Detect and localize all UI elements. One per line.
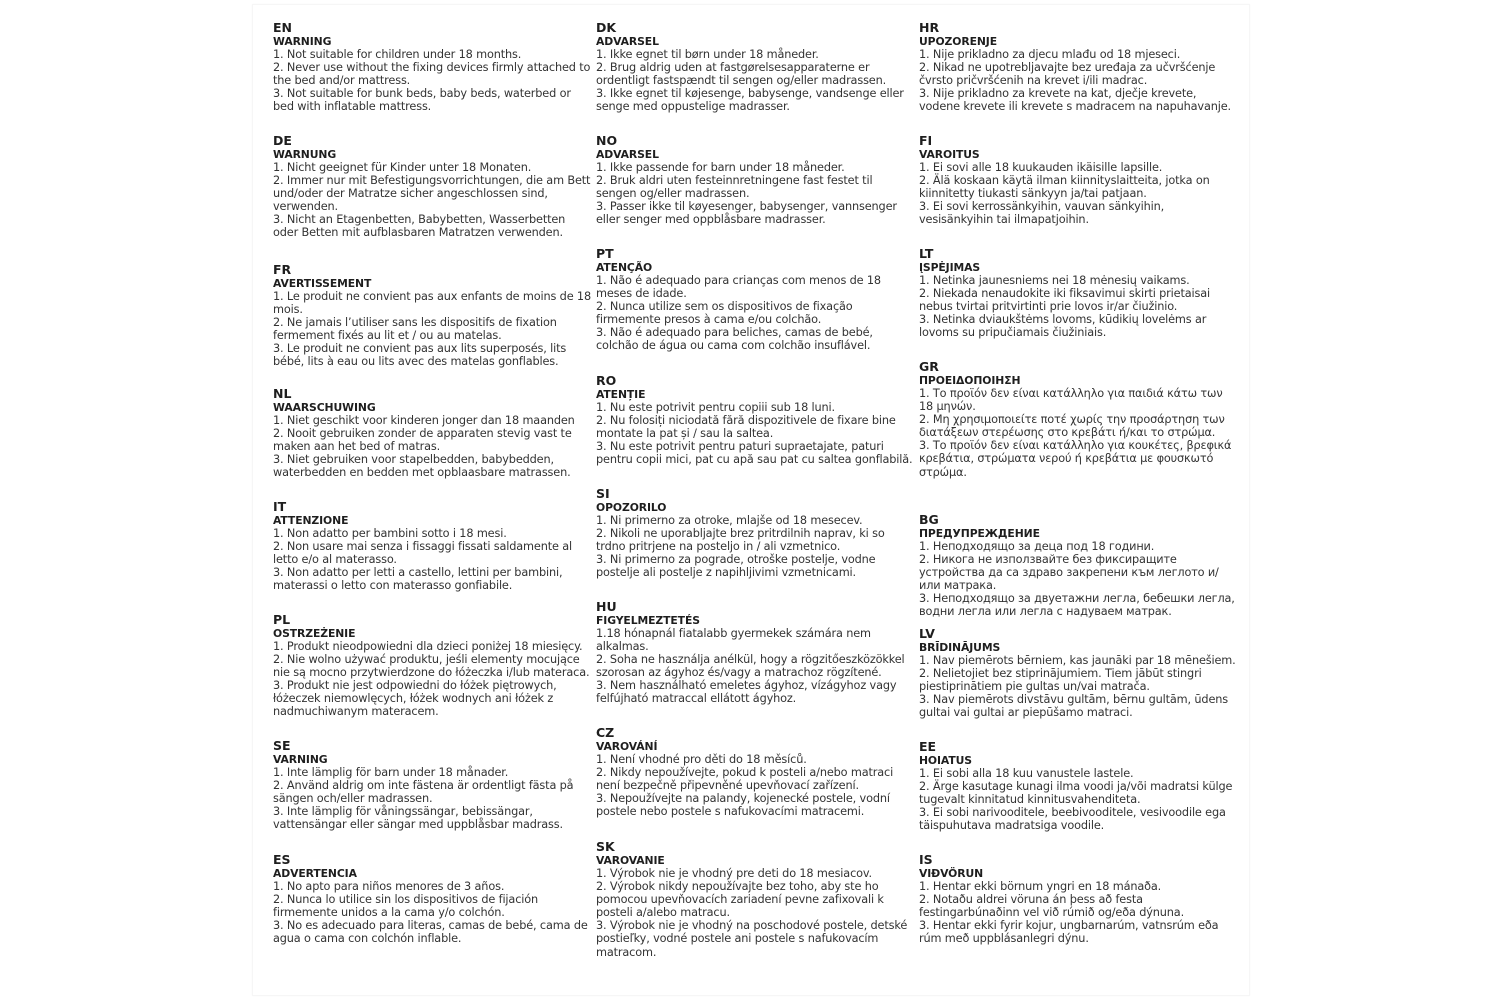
warning-item: 3. Nav piemērots divstāvu gultām, bērnu gultām, ūdens gultai vai gultai ar piepūšamo matraci. bbox=[919, 693, 1228, 720]
warning-item: 2. Никога не използвайте без фиксиращите устройства да са здраво закрепени към леглото и/или матрака. bbox=[919, 553, 1219, 593]
warning-item: 3. Ei sovi kerrossänkyihin, vauvan sänkyihin, vesisänkyihin tai ilmapatjoihin. bbox=[919, 200, 1165, 227]
language-code: LV bbox=[919, 626, 935, 641]
warning-title: BRĪDINĀJUMS bbox=[919, 641, 1001, 654]
warning-item: 1. Неподходящо за деца под 18 години. bbox=[919, 540, 1155, 553]
warning-title: ADVARSEL bbox=[596, 35, 659, 48]
warning-section-si bbox=[596, 487, 916, 579]
warning-title: WARNUNG bbox=[273, 148, 337, 161]
warning-section-it bbox=[273, 500, 593, 592]
warning-item: 2. Bruk aldri uten festeinnretningene fast festet til sengen og/eller madrassen. bbox=[596, 174, 873, 201]
warning-item: 3. No es adecuado para literas, camas de bebé, cama de agua o cama con colchón inflable. bbox=[273, 919, 588, 946]
warning-item: 1. Ei sobi alla 18 kuu vanustele lastele. bbox=[919, 767, 1134, 780]
warning-section-es bbox=[273, 853, 593, 945]
language-code: GR bbox=[919, 359, 939, 374]
warning-item: 2. Nikdy nepoužívejte, pokud k posteli a/nebo matraci není bezpečně připevněné upevňovací zařízení. bbox=[596, 766, 894, 793]
warning-item: 2. Nu folosiți niciodată fără dispozitivele de fixare bine montate la pat și / sau la saltea. bbox=[596, 414, 896, 441]
language-code: DE bbox=[273, 133, 292, 148]
warning-item: 1. Není vhodné pro děti do 18 měsíců. bbox=[596, 753, 807, 766]
warning-item: 3. Non adatto per letti a castello, lettini per bambini, materassi o letto con materasso gonfiabile. bbox=[273, 566, 563, 593]
warning-item: 2. Brug aldrig uden at fastgørelsesapparaterne er ordentligt fastspændt til sengen og/eller madrassen. bbox=[596, 61, 887, 88]
language-code: DK bbox=[596, 20, 617, 35]
warning-section-ro bbox=[596, 374, 916, 466]
warning-section-dk bbox=[596, 21, 916, 113]
warning-item: 1. Inte lämplig för barn under 18 månader. bbox=[273, 766, 509, 779]
warning-section-hr bbox=[919, 21, 1239, 113]
warning-title: WAARSCHUWING bbox=[273, 401, 376, 414]
warning-item: 2. Notaðu aldrei vöruna án þess að festa festingarbúnaðinn vel við rúmið og/eða dýnuna. bbox=[919, 893, 1185, 920]
warning-item: 1. No apto para niños menores de 3 años. bbox=[273, 880, 505, 893]
warning-item: 2. Immer nur mit Befestigungsvorrichtungen, die am Bett und/oder der Matratze sicher angeschlossen sind, verwenden. bbox=[273, 174, 591, 214]
warning-section-lv bbox=[919, 627, 1239, 719]
warning-section-fi bbox=[919, 134, 1239, 226]
language-code: SE bbox=[273, 738, 291, 753]
warning-item: 1. Ei sovi alle 18 kuukauden ikäisille lapsille. bbox=[919, 161, 1163, 174]
warning-section-lt bbox=[919, 247, 1239, 339]
language-code: PL bbox=[273, 612, 291, 627]
warning-section-ee bbox=[919, 740, 1239, 832]
warning-title: ATENȚIE bbox=[596, 388, 646, 401]
warning-title: OPOZORILO bbox=[596, 501, 667, 514]
warning-item: 2. Non usare mai senza i fissaggi fissati saldamente al letto e/o al materasso. bbox=[273, 540, 573, 567]
warning-section-pt bbox=[596, 247, 916, 353]
warning-item: 2. Výrobok nikdy nepoužívajte bez toho, aby ste ho pomocou upevňovacích zariadení pevne zafixovali k posteli a/alebo matracu. bbox=[596, 880, 884, 920]
warning-item: 1. Ikke passende for barn under 18 måneder. bbox=[596, 161, 845, 174]
warning-item: 2. Nooit gebruiken zonder de apparaten stevig vast te maken aan het bed of matras. bbox=[273, 427, 572, 454]
warning-item: 3. Το προϊόν δεν είναι κατάλληλο για κουκέτες, βρεφικά κρεβάτια, στρώματα νερού ή κρεβάτια με φουσκωτό στρώμα. bbox=[919, 439, 1232, 479]
warning-title: FIGYELMEZTETÉS bbox=[596, 614, 700, 627]
warning-item: 2. Älä koskaan käytä ilman kiinnityslaitteita, jotka on kiinnitetty tiukasti sänkyyn ja/tai patjaan. bbox=[919, 174, 1210, 201]
warning-section-de bbox=[273, 134, 593, 240]
warning-item: 2. Ne jamais l’utiliser sans les dispositifs de fixation fermement fixés au lit et / ou au matelas. bbox=[273, 316, 557, 343]
warning-item: 3. Nem használható emeletes ágyhoz, vízágyhoz vagy felfújható matraccal ellátott ágyhoz. bbox=[596, 679, 897, 706]
warning-section-en bbox=[273, 21, 593, 113]
warning-title: HOIATUS bbox=[919, 754, 972, 767]
warning-section-is bbox=[919, 853, 1239, 945]
warning-item: 1. Le produit ne convient pas aux enfants de moins de 18 mois. bbox=[273, 290, 592, 317]
warning-section-no bbox=[596, 134, 916, 226]
warning-section-se bbox=[273, 739, 593, 831]
warning-item: 3. Le produit ne convient pas aux lits superposés, lits bébé, lits à eau ou lits avec des matelas gonflables. bbox=[273, 342, 567, 369]
warning-title: ADVERTENCIA bbox=[273, 867, 357, 880]
language-code: NO bbox=[596, 133, 618, 148]
language-code: CZ bbox=[596, 725, 615, 740]
warning-title: ПРЕДУПРЕЖДЕНИЕ bbox=[919, 527, 1040, 540]
warning-title: ATTENZIONE bbox=[273, 514, 349, 527]
warning-item: 2. Never use without the fixing devices firmly attached to the bed and/or mattress. bbox=[273, 61, 591, 88]
language-code: SK bbox=[596, 839, 615, 854]
warning-title: VIÐVÖRUN bbox=[919, 867, 984, 880]
warning-item: 1. Nu este potrivit pentru copiii sub 18 luni. bbox=[596, 401, 835, 414]
language-code: RO bbox=[596, 373, 617, 388]
warning-item: 3. Nu este potrivit pentru paturi supraetajate, paturi pentru copii mici, pat cu apă sau pat cu saltea gonflabilă. bbox=[596, 440, 913, 467]
language-code: EE bbox=[919, 739, 937, 754]
warning-item: 3. Výrobok nie je vhodný na poschodové postele, detské postieľky, vodné postele ani postele s nafukovacím matracom. bbox=[596, 919, 908, 959]
warning-title: VAROVÁNÍ bbox=[596, 740, 658, 753]
language-code: IT bbox=[273, 499, 287, 514]
warning-item: 1. Nicht geeignet für Kinder unter 18 Monaten. bbox=[273, 161, 532, 174]
warning-section-pl bbox=[273, 613, 593, 719]
warning-title: UPOZORENJE bbox=[919, 35, 997, 48]
warning-item: 3. Passer ikke til køyesenger, babysenger, vannsenger eller senger med oppblåsbare madrasser. bbox=[596, 200, 897, 227]
warning-title: ΠΡΟΕΙΔΟΠΟΙΗΣΗ bbox=[919, 374, 1021, 387]
warning-item: 2. Soha ne használja anélkül, hogy a rögzitőeszközökkel szorosan az ágyhoz és/vagy a matrachoz rögzítené. bbox=[596, 653, 905, 680]
warning-item: 3. Nicht an Etagenbetten, Babybetten, Wasserbetten oder Betten mit aufblasbaren Matratzen verwenden. bbox=[273, 213, 566, 240]
warning-section-bg bbox=[919, 513, 1239, 619]
warning-section-gr bbox=[919, 360, 1239, 479]
warning-title: OSTRZEŻENIE bbox=[273, 627, 356, 640]
warning-item: 3. Ni primerno za pograde, otroške postelje, vodne postelje ali postelje z napihljivimi vzmetnicami. bbox=[596, 553, 876, 580]
warning-section-nl bbox=[273, 387, 593, 479]
warning-item: 2. Nie wolno używać produktu, jeśli elementy mocujące nie są mocno przytwierdzone do łóżeczka i/lub materaca. bbox=[273, 653, 590, 680]
warning-item: 2. Nunca utilize sem os dispositivos de fixação firmemente presos à cama e/ou colchão. bbox=[596, 300, 853, 327]
warning-section-hu bbox=[596, 600, 916, 706]
warning-item: 2. Nikad ne upotrebljavajte bez uređaja za učvršćenje čvrsto pričvršćenih na krevet i/ili madrac. bbox=[919, 61, 1216, 88]
language-code: EN bbox=[273, 20, 293, 35]
warning-item: 3. Niet gebruiken voor stapelbedden, babybedden, waterbedden en bedden met opblaasbare matrassen. bbox=[273, 453, 571, 480]
warning-section-sk bbox=[596, 840, 916, 959]
warning-item: 1. Výrobok nie je vhodný pre deti do 18 mesiacov. bbox=[596, 867, 872, 880]
warning-item: 2. Μη χρησιμοποιείτε ποτέ χωρίς την προσάρτηση των διατάξεων στερέωσης στο κρεβάτι ή/και το στρώμα. bbox=[919, 413, 1225, 440]
warning-item: 3. Hentar ekki fyrir kojur, ungbarnarúm, vatnsrúm eða rúm með uppblásanlegri dýnu. bbox=[919, 919, 1219, 946]
warning-item: 2. Nunca lo utilice sin los dispositivos de fijación firmemente unidos a la cama y/o colchón. bbox=[273, 893, 539, 920]
warning-item: 3. Inte lämplig för våningssängar, bebissängar, vattensängar eller sängar med uppblåsbar madrass. bbox=[273, 805, 563, 832]
warning-item: 2. Nelietojiet bez stiprinājumiem. Tiem jābūt stingri piestiprinātiem pie gultas un/vai matrača. bbox=[919, 667, 1202, 694]
language-code: SI bbox=[596, 486, 610, 501]
warning-section-fr bbox=[273, 263, 593, 369]
language-code: NL bbox=[273, 386, 292, 401]
warning-item: 1. Hentar ekki börnum yngri en 18 mánaða. bbox=[919, 880, 1162, 893]
warning-item: 3. Not suitable for bunk beds, baby beds, waterbed or bed with inflatable mattress. bbox=[273, 87, 571, 114]
warning-item: 2. Nikoli ne uporabljajte brez pritrdilnih naprav, ki so trdno pritrjene na posteljo in / ali vzmetnico. bbox=[596, 527, 885, 554]
warning-section-cz bbox=[596, 726, 916, 818]
warning-item: 2. Ärge kasutage kunagi ilma voodi ja/või madratsi külge tugevalt kinnitatud kinnitusvahenditeta. bbox=[919, 780, 1233, 807]
warning-item: 1. Não é adequado para crianças com menos de 18 meses de idade. bbox=[596, 274, 881, 301]
warning-item: 3. Неподходящо за двуетажни легла, бебешки легла, водни легла или легла с надуваем матрак. bbox=[919, 592, 1235, 619]
warning-item: 1. Ikke egnet til børn under 18 måneder. bbox=[596, 48, 819, 61]
warning-item: 1. Non adatto per bambini sotto i 18 mesi. bbox=[273, 527, 507, 540]
warning-title: ADVARSEL bbox=[596, 148, 659, 161]
warning-title: ATENÇÃO bbox=[596, 261, 653, 274]
language-code: FR bbox=[273, 262, 292, 277]
warning-item: 3. Nepoužívejte na palandy, kojenecké postele, vodní postele nebo postele s nafukovacími matracemi. bbox=[596, 792, 890, 819]
warning-item: 1. Nav piemērots bērniem, kas jaunāki par 18 mēnešiem. bbox=[919, 654, 1236, 667]
warning-title: ĮSPĖJIMAS bbox=[919, 261, 981, 274]
warning-item: 1. Niet geschikt voor kinderen jonger dan 18 maanden bbox=[273, 414, 575, 427]
language-code: HR bbox=[919, 20, 940, 35]
warning-title: VAROITUS bbox=[919, 148, 980, 161]
warning-item: 3. Produkt nie jest odpowiedni do łóżek piętrowych, łóżeczek niemowlęcych, łóżek wodnych ani łóżek z nadmuchiwanym materacem. bbox=[273, 679, 557, 719]
language-code: IS bbox=[919, 852, 933, 867]
warning-title: VARNING bbox=[273, 753, 328, 766]
warning-item: 3. Netinka dviaukštėms lovoms, kūdikių lovelėms ar lovoms su pripučiamais čiužiniais. bbox=[919, 313, 1207, 340]
warning-title: VAROVANIE bbox=[596, 854, 665, 867]
warning-item: 2. Niekada nenaudokite iki fiksavimui skirti prietaisai nebus tvirtai pritvirtinti prie lovos ir/ar čiužinio. bbox=[919, 287, 1211, 314]
warning-item: 1. Nije prikladno za djecu mlađu od 18 mjeseci. bbox=[919, 48, 1181, 61]
language-code: BG bbox=[919, 512, 939, 527]
warning-item: 1. Not suitable for children under 18 months. bbox=[273, 48, 522, 61]
language-code: PT bbox=[596, 246, 614, 261]
warning-item: 1. Produkt nieodpowiedni dla dzieci poniżej 18 miesięcy. bbox=[273, 640, 583, 653]
warning-item: 1.18 hónapnál fiatalabb gyermekek számára nem alkalmas. bbox=[596, 627, 871, 654]
warning-title: WARNING bbox=[273, 35, 332, 48]
warning-item: 1. Το προϊόν δεν είναι κατάλληλο για παιδιά κάτω των 18 μηνών. bbox=[919, 387, 1223, 414]
warning-item: 3. Ikke egnet til køjesenge, babysenge, vandsenge eller senge med oppustelige madrasser. bbox=[596, 87, 904, 114]
warning-title: AVERTISSEMENT bbox=[273, 277, 372, 290]
warning-item: 3. Ei sobi narivooditele, beebivooditele, vesivoodile ega täispuhutava madratsiga voodile. bbox=[919, 806, 1226, 833]
warning-item: 1. Netinka jaunesniems nei 18 mėnesių vaikams. bbox=[919, 274, 1190, 287]
warning-item: 2. Använd aldrig om inte fästena är ordentligt fästa på sängen och/eller madrassen. bbox=[273, 779, 574, 806]
warning-item: 1. Ni primerno za otroke, mlajše od 18 mesecev. bbox=[596, 514, 863, 527]
language-code: FI bbox=[919, 133, 933, 148]
warning-item: 3. Nije prikladno za krevete na kat, dječje krevete, vodene krevete ili krevete s madracem na napuhavanje. bbox=[919, 87, 1231, 114]
language-code: HU bbox=[596, 599, 617, 614]
warning-item: 3. Não é adequado para beliches, camas de bebé, colchão de água ou cama com colchão insuflável. bbox=[596, 326, 873, 353]
language-code: ES bbox=[273, 852, 291, 867]
language-code: LT bbox=[919, 246, 934, 261]
